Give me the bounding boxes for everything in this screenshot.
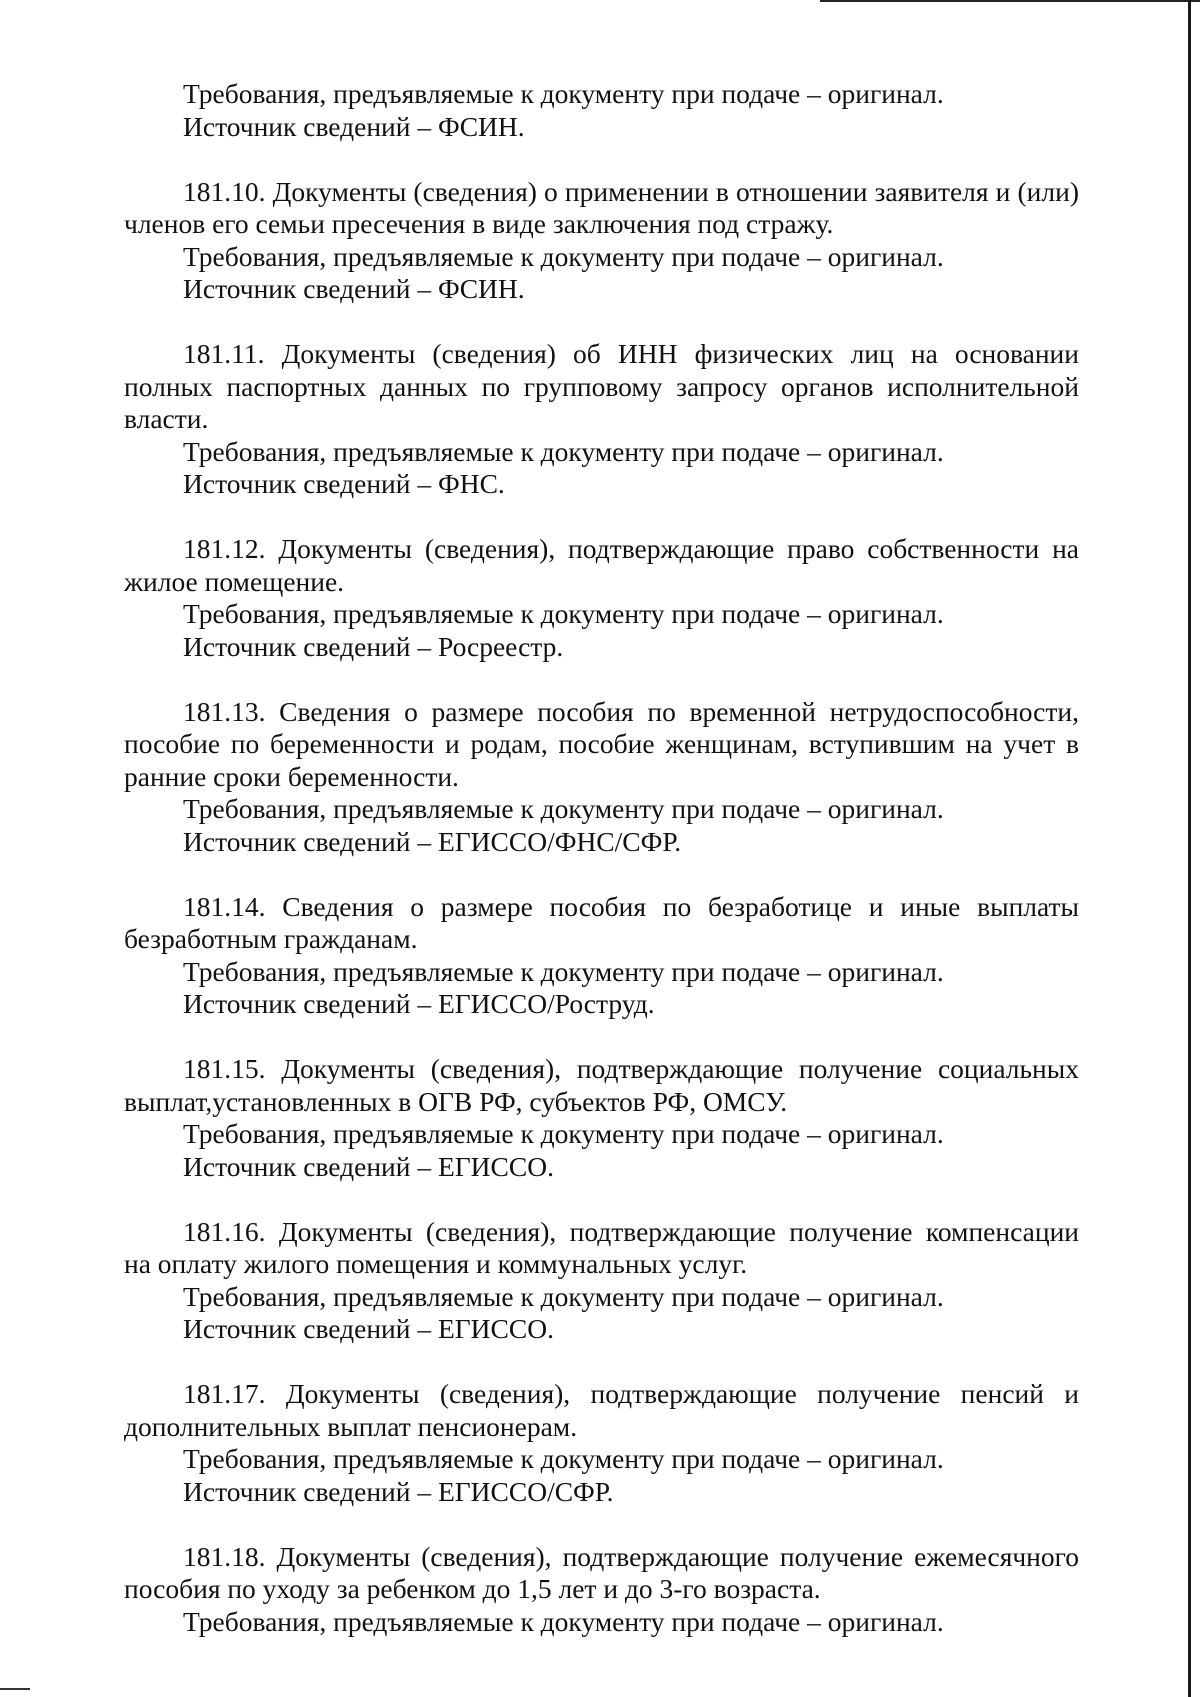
item-requirement-181-11: Требования, предъявляемые к документу при подаче – оригинал. — [183, 435, 944, 467]
item-source-181-15: Источник сведений – ЕГИССО. — [183, 1150, 554, 1182]
item-source-181-10: Источник сведений – ФСИН. — [183, 273, 525, 304]
item-source-181-13: Источник сведений – ЕГИССО/ФНС/СФР. — [183, 825, 682, 857]
item-source-181-11: Источник сведений – ФНС. — [183, 468, 505, 499]
item-heading-181-16: 181.16. Документы (сведения), подтверждающие получение компенсации на оплату жилого помещения и коммунальных услуг. — [124, 1215, 1079, 1279]
item-source-181-12: Источник сведений – Росреестр. — [183, 630, 564, 662]
item-requirement-181-16: Требования, предъявляемые к документу при подаче – оригинал. — [183, 1280, 944, 1312]
document-body — [124, 78, 1079, 1638]
item-heading-181-15: 181.15. Документы (сведения), подтверждающие получение социальных выплат,установленных в ОГВ РФ, субъектов РФ, ОМСУ. — [124, 1053, 1079, 1117]
item-requirement-181-17: Требования, предъявляемые к документу при подаче – оригинал. — [183, 1443, 944, 1474]
item-source-181-17: Источник сведений – ЕГИССО/СФР. — [183, 1475, 614, 1507]
item-heading-181-18: 181.18. Документы (сведения), подтверждающие получение ежемесячного пособия по уходу за ребенком до 1,5 лет и до 3-го возраста. — [124, 1540, 1079, 1604]
scan-bottom-mark — [0, 1688, 30, 1690]
top-source-line: Источник сведений – ФСИН. — [183, 110, 525, 142]
item-heading-181-17: 181.17. Документы (сведения), подтверждающие получение пенсий и дополнительных выплат пенсионерам. — [124, 1378, 1079, 1442]
item-heading-181-11: 181.11. Документы (сведения) об ИНН физических лиц на основании полных паспортных данных по групповому запросу органов исполнительной власти. — [124, 338, 1079, 434]
item-heading-181-14: 181.14. Сведения о размере пособия по безработице и иные выплаты безработным гражданам. — [124, 890, 1079, 954]
item-requirement-181-12: Требования, предъявляемые к документу при подаче – оригинал. — [183, 598, 944, 629]
item-source-181-14: Источник сведений – ЕГИССО/Роструд. — [183, 988, 655, 1019]
item-requirement-181-13: Требования, предъявляемые к документу при подаче – оригинал. — [183, 793, 944, 824]
item-requirement-181-15: Требования, предъявляемые к документу при подаче – оригинал. — [183, 1118, 944, 1149]
item-heading-181-10: 181.10. Документы (сведения) о применении в отношении заявителя и (или) членов его семьи пресечения в виде заключения под стражу. — [124, 175, 1079, 239]
item-heading-181-13: 181.13. Сведения о размере пособия по временной нетрудоспособности, пособие по беременности и родам, пособие женщинам, вступившим на учет в ранние сроки беременности. — [124, 695, 1079, 792]
scan-right-edge-line — [1188, 0, 1191, 1697]
item-requirement-181-14: Требования, предъявляемые к документу при подаче – оригинал. — [183, 955, 944, 987]
item-heading-181-12: 181.12. Документы (сведения), подтверждающие право собственности на жилое помещение. — [124, 533, 1079, 597]
item-requirement-181-10: Требования, предъявляемые к документу при подаче – оригинал. — [183, 240, 944, 272]
top-requirement-line: Требования, предъявляемые к документу при подаче – оригинал. — [183, 78, 944, 109]
item-requirement-181-18: Требования, предъявляемые к документу при подаче – оригинал. — [183, 1605, 944, 1637]
item-source-181-16: Источник сведений – ЕГИССО. — [183, 1313, 554, 1344]
scan-top-edge-line — [820, 0, 1200, 2]
